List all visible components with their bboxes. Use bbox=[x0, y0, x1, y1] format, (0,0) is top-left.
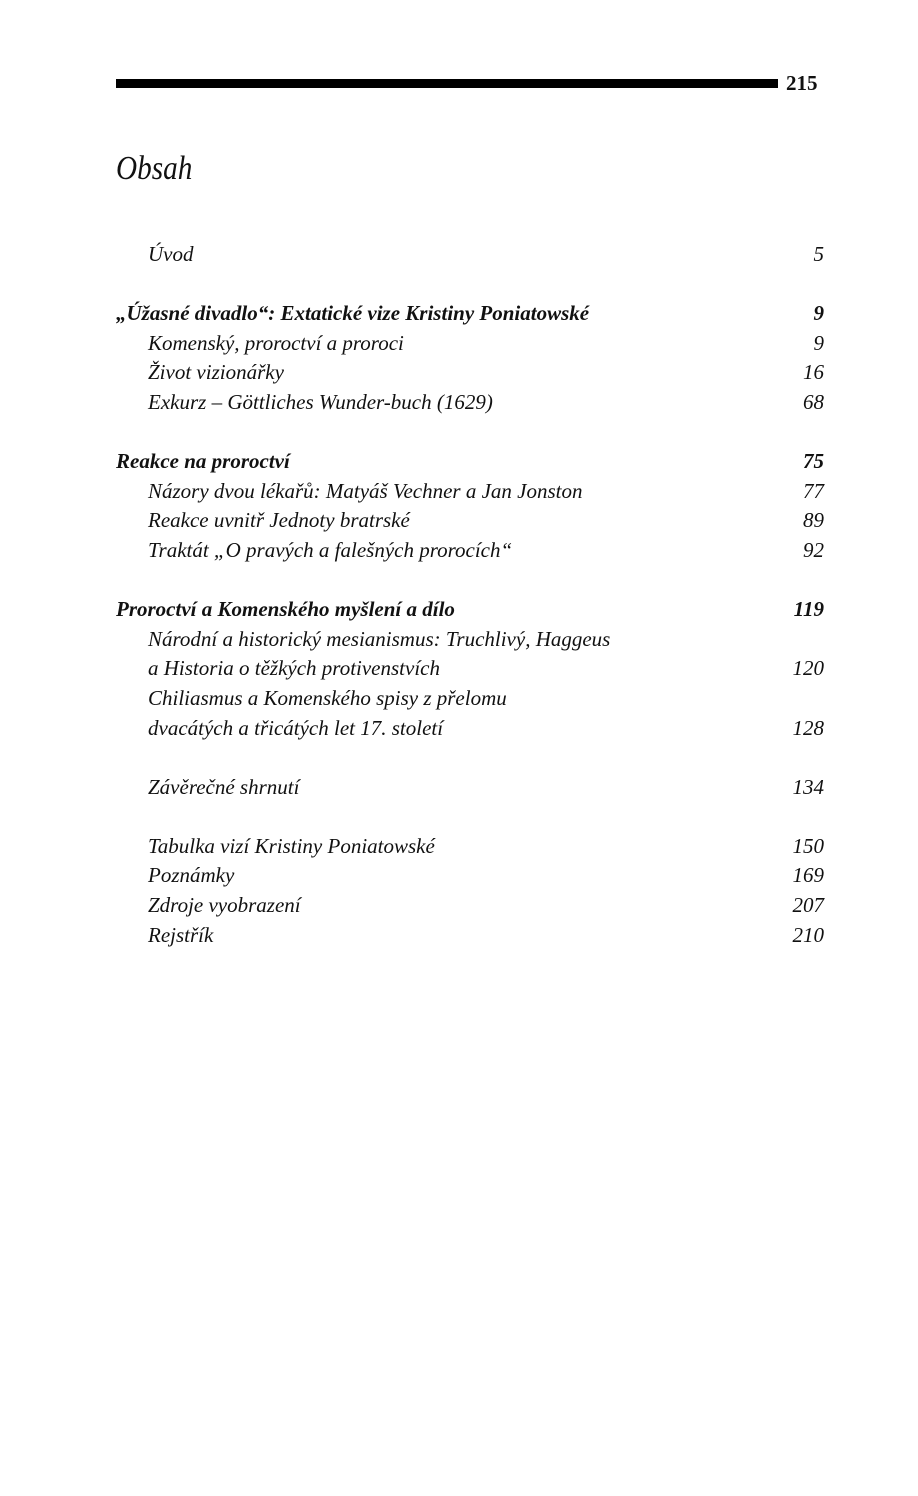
toc-entry-page: 5 bbox=[813, 242, 824, 266]
toc-entry bbox=[116, 654, 824, 684]
toc-entry-label: Chiliasmus a Komenského spisy z přelomu bbox=[148, 685, 507, 710]
toc-entry bbox=[116, 506, 824, 536]
toc-spacer bbox=[116, 566, 824, 596]
toc-entry-label: Národní a historický mesianismus: Truchlivý, Haggeus bbox=[148, 626, 611, 651]
toc-entry bbox=[116, 358, 824, 388]
toc-entry-page: 120 bbox=[792, 656, 824, 681]
header-rule bbox=[116, 79, 778, 88]
toc-entry bbox=[116, 625, 824, 655]
toc-entry-label: „Úžasné divadlo“: Extatické vize Kristiny Poniatowské bbox=[116, 301, 590, 326]
toc-entry-label: Úvod bbox=[148, 242, 194, 266]
toc-spacer bbox=[116, 802, 824, 832]
toc-entry-label: Proroctví a Komenského myšlení a dílo bbox=[116, 597, 455, 622]
toc-entry-page: 92 bbox=[803, 537, 824, 562]
toc-part-entry bbox=[116, 299, 824, 329]
toc-part-entry bbox=[116, 447, 824, 477]
toc-entry bbox=[116, 891, 824, 921]
toc-entry-label: dvacátých a třicátých let 17. století bbox=[148, 715, 444, 740]
toc-entry-page: 9 bbox=[813, 301, 824, 326]
toc-entry bbox=[116, 861, 824, 891]
toc-entry-page: 119 bbox=[793, 597, 824, 622]
toc-entry-label: Reakce na proroctví bbox=[116, 449, 290, 474]
toc-entry bbox=[116, 240, 824, 270]
toc-entry-page: 207 bbox=[792, 893, 824, 918]
toc-entry-page: 134 bbox=[792, 774, 824, 799]
toc-entry bbox=[116, 684, 824, 714]
toc-entry bbox=[116, 714, 824, 744]
toc-entry-label: Reakce uvnitř Jednoty bratrské bbox=[148, 508, 410, 533]
toc-entry-page: 89 bbox=[803, 508, 824, 533]
toc-entry-label: Tabulka vizí Kristiny Poniatowské bbox=[148, 833, 435, 858]
toc-entry-page: 75 bbox=[803, 449, 824, 474]
page-number: 215 bbox=[786, 71, 818, 95]
toc-entry bbox=[116, 773, 824, 803]
toc-entry bbox=[116, 329, 824, 359]
toc-entry-page: 128 bbox=[792, 715, 824, 740]
toc-entry bbox=[116, 388, 824, 418]
toc-spacer bbox=[116, 743, 824, 773]
toc-entry-label: Exkurz – Göttliches Wunder-buch (1629) bbox=[148, 389, 493, 414]
toc-entry-page: 9 bbox=[813, 330, 824, 355]
toc-entry-label: Život vizionářky bbox=[148, 360, 284, 385]
toc-spacer bbox=[116, 418, 824, 448]
toc-entry-page: 77 bbox=[803, 478, 824, 503]
toc-entry-page: 210 bbox=[792, 922, 824, 947]
toc-entry-label: Zdroje vyobrazení bbox=[148, 893, 301, 918]
toc-entry-label: Rejstřík bbox=[148, 922, 214, 947]
toc-entry bbox=[116, 832, 824, 862]
toc-entry bbox=[116, 477, 824, 507]
toc-entry-label: Názory dvou lékařů: Matyáš Vechner a Jan Jonston bbox=[148, 478, 583, 503]
toc-entry bbox=[116, 921, 824, 951]
toc-part-entry bbox=[116, 595, 824, 625]
toc-entry-page: 16 bbox=[803, 360, 824, 385]
toc-entry-page: 68 bbox=[803, 389, 824, 414]
toc-entry-page: 150 bbox=[792, 833, 824, 858]
toc-entry-label: Komenský, proroctví a proroci bbox=[148, 330, 404, 355]
table-of-contents bbox=[116, 240, 824, 950]
toc-entry-label: Závěrečné shrnutí bbox=[148, 774, 300, 799]
toc-entry-page: 169 bbox=[792, 863, 824, 888]
toc-entry bbox=[116, 536, 824, 566]
toc-spacer bbox=[116, 270, 824, 300]
toc-entry-label: Traktát „O pravých a falešných prorocích“ bbox=[148, 537, 513, 562]
toc-entry-label: a Historia o těžkých protivenstvích bbox=[148, 656, 440, 681]
page-title: Obsah bbox=[116, 150, 193, 187]
toc-entry-label: Poznámky bbox=[148, 863, 235, 888]
